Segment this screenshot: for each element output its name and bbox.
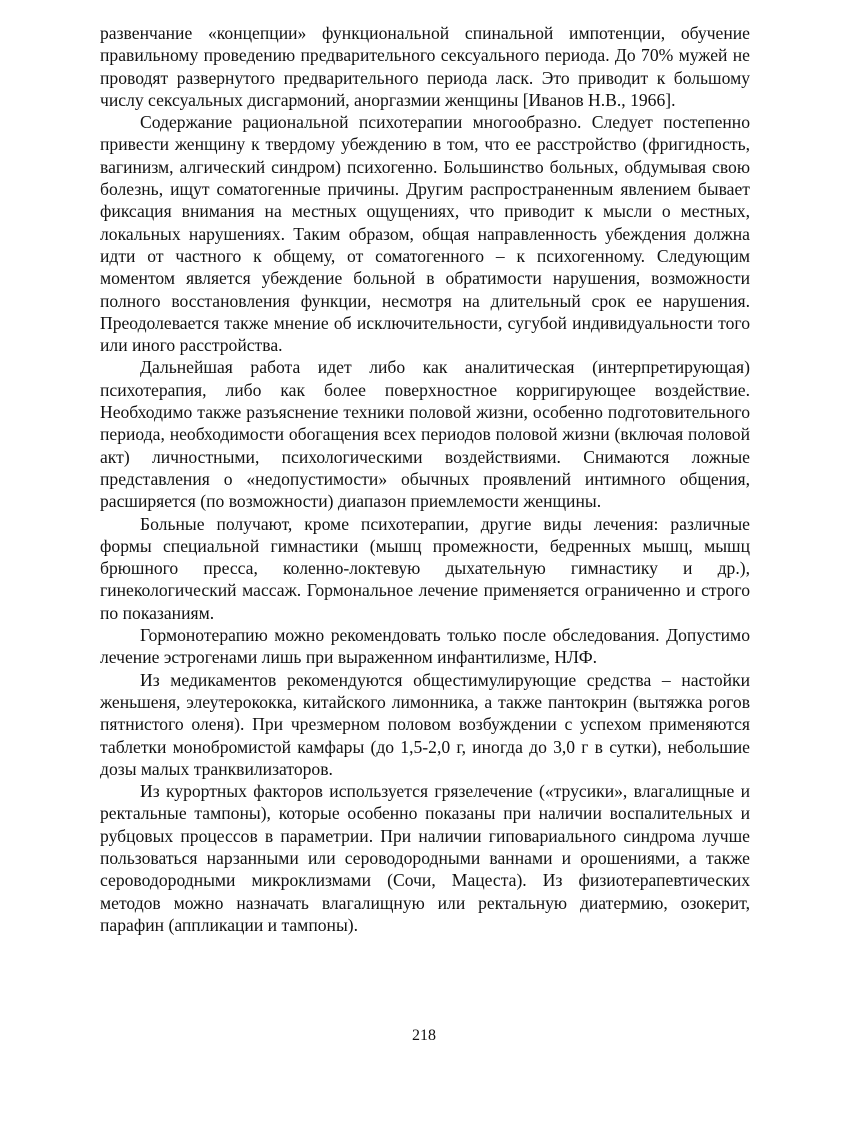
document-page <box>100 22 750 936</box>
paragraph-4: Больные получают, кроме психотерапии, другие виды лечения: различные формы специальной гимнастики (мышц промежности, бедренных мышц, мышц брюшного пресса, коленно-локтевую дыхательную гимнастику и др.), гинекологический массаж. Гормональное лечение применяется ограниченно и строго по показаниям. <box>100 513 750 623</box>
paragraph-7: Из курортных факторов используется грязелечение («трусики», влагалищные и ректальные тампоны), которые особенно показаны при наличии воспалительных и рубцовых процессов в параметрии. При наличии гиповариального синдрома лучше пользоваться нарзанными или сероводородными ваннами и орошениями, а также сероводородными микроклизмами (Сочи, Мацеста). Из физиотерапевтических методов можно назначать влагалищную или ректальную диатермию, озокерит, парафин (аппликации и тампоны). <box>100 781 750 935</box>
paragraph-2: Содержание рациональной психотерапии многообразно. Следует постепенно привести женщину к твердому убеждению в том, что ее расстройство (фригидность, вагинизм, алгический синдром) психогенно. Большинство больных, обдумывая свою болезнь, ищут соматогенные причины. Другим распространенным явлением бывает фиксация внимания на местных ощущениях, что приводит к мысли о местных, локальных нарушениях. Таким образом, общая направленность убеждения должна идти от частного к общему, от соматогенного – к психогенному. Следующим моментом является убеждение больной в обратимости нарушения, возможности полного восстановления функции, несмотря на длительный срок ее нарушения. Преодолевается также мнение об исключительности, сугубой индивидуальности того или иного расстройства. <box>100 112 750 356</box>
paragraph-6: Из медикаментов рекомендуются общестимулирующие средства – настойки женьшеня, элеутерококка, китайского лимонника, а также пантокрин (вытяжка рогов пятнистого оленя). При чрезмерном половом возбуждении с успехом применяются таблетки монобромистой камфары (до 1,5-2,0 г, иногда до 3,0 г в сутки), небольшие дозы малых транквилизаторов. <box>100 669 750 779</box>
paragraph-5: Гормонотерапию можно рекомендовать только после обследования. Допустимо лечение эстрогенами лишь при выраженном инфантилизме, НЛФ. <box>100 625 750 668</box>
paragraph-3: Дальнейшая работа идет либо как аналитическая (интерпретирующая) психотерапия, либо как более поверхностное корригирующее воздействие. Необходимо также разъяснение техники половой жизни, особенно подготовительного периода, необходимости обогащения всех периодов половой жизни (включая половой акт) личностными, психологическими воздействиями. Снимаются ложные представления о «недопустимости» обычных проявлений интимного общения, расширяется (по возможности) диапазон приемлемости женщины. <box>100 357 750 512</box>
page-number: 218 <box>412 1027 436 1044</box>
paragraph-1: развенчание «концепции» функциональной спинальной импотенции, обучение правильному проведению предварительного сексуального периода. До 70% мужей не проводят развернутого предварительного периода ласк. Это приводит к большому числу сексуальных дисгармоний, аноргазмии женщины [Иванов Н.В., 1966]. <box>100 23 750 110</box>
